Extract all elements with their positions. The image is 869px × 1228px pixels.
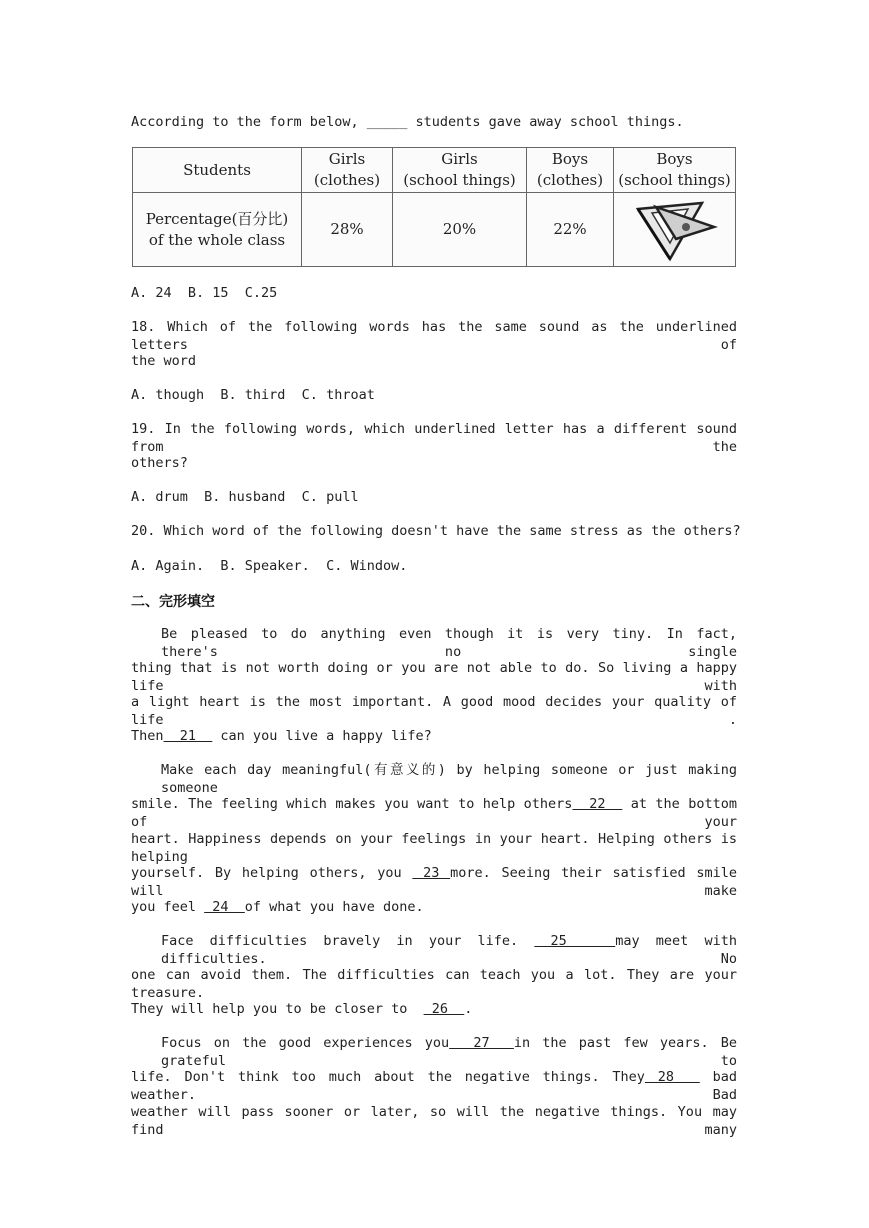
passage-line: Face difficulties bravely in your life. 25 may meet with difficulties. No [161,933,737,967]
table-header-row [133,148,736,193]
blank-25: 25 [534,933,616,949]
answer-blank: _____ [366,114,408,130]
blank-22: 22 [572,796,623,812]
table-data-row [133,193,736,267]
triangle-ruler-icon [632,197,718,263]
passage-line: yourself. By helping others, you 23 more. Seeing their satisfied smile will make [131,865,738,899]
header-girls-clothes: Girls (clothes) [302,148,393,193]
header-students: Students [133,148,302,193]
question-19-options: A. drum B. husband C. pull [131,489,359,505]
passage-line: weather will pass sooner or later, so will the negative things. You may find many [131,1104,737,1138]
blank-21: 21 [163,728,213,744]
question-18-options: A. though B. third C. throat [131,387,375,403]
header-boys-clothes: Boys (clothes) [527,148,614,193]
passage-line: you feel 24 of what you have done. [131,899,424,915]
percentage-table [132,147,736,267]
passage-line: Be pleased to do anything even though it is very tiny. In fact, there's no single [161,626,737,660]
passage-line: Then 21 can you live a happy life? [131,728,432,744]
passage-line: They will help you to be closer to 26 . [131,1001,473,1017]
question-17-text: According to the form below, [131,114,367,130]
question-20-stem: 20. Which word of the following doesn't have the same stress as the others? [131,523,741,539]
passage-line: life. Don't think too much about the negative things. They 28 bad weather. Bad [131,1069,738,1103]
passage-line: one can avoid them. The difficulties can teach you a lot. They are your treasure. [131,967,737,1001]
question-18-stem: 18. Which of the following words has the same sound as the underlined letters of [131,319,737,353]
row-label: Percentage(百分比) of the whole class [133,193,302,267]
passage-line: Make each day meaningful(有意义的) by helping someone or just making someone [161,762,737,796]
value-girls-school-things: 20% [393,193,527,267]
value-boys-school-things [614,193,736,267]
question-19-stem-cont: others? [131,455,188,471]
blank-24: 24 [204,899,245,915]
section-heading: 二、完形填空 [131,594,215,610]
passage-line: a light heart is the most important. A good mood decides your quality of life . [131,694,737,728]
header-boys-school-things: Boys (school things) [614,148,736,193]
passage-line: thing that is not worth doing or you are not able to do. So living a happy life with [131,660,737,694]
question-19-stem: 19. In the following words, which underlined letter has a different sound from the [131,421,737,455]
header-girls-school-things: Girls (school things) [393,148,527,193]
blank-26: 26 [423,1001,465,1017]
blank-27: 27 [449,1035,514,1051]
question-17-options: A. 24 B. 15 C.25 [131,285,278,301]
passage-line: Focus on the good experiences you 27 in the past few years. Be grateful to [161,1035,737,1069]
passage-line: smile. The feeling which makes you want to help others 22 at the bottom of your [131,796,737,830]
value-boys-clothes: 22% [527,193,614,267]
question-17-text-end: students gave away school things. [407,114,684,130]
value-girls-clothes: 28% [302,193,393,267]
question-20-options: A. Again. B. Speaker. C. Window. [131,558,408,574]
blank-28: 28 [644,1069,700,1085]
blank-23: 23 [412,865,451,881]
question-18-stem-cont: the word [131,353,197,369]
passage-line: heart. Happiness depends on your feelings in your heart. Helping others is helping [131,831,737,865]
question-17-stem [131,113,737,131]
